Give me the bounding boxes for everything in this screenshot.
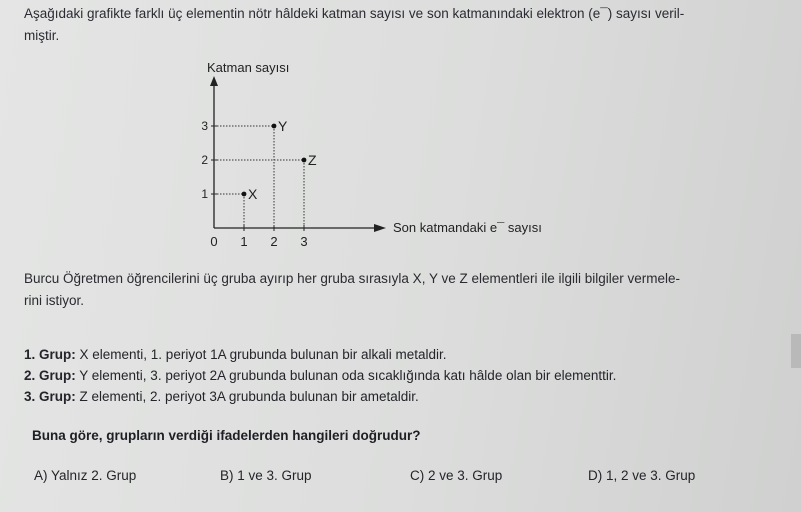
- intro-line-2: miştir.: [24, 28, 60, 43]
- group-statements: [24, 344, 784, 407]
- question-text: Buna göre, grupların verdiği ifadelerden hangileri doğrudur?: [32, 428, 421, 443]
- choice-c[interactable]: C) 2 ve 3. Grup: [410, 468, 503, 483]
- x-tick-label-1: 1: [240, 234, 248, 249]
- x-axis-label: Son katmandaki e¯ sayısı: [393, 220, 542, 235]
- paragraph-line-2: rini istiyor.: [24, 293, 85, 308]
- point-label-Z: Z: [308, 152, 317, 168]
- group-2-statement: [24, 365, 784, 386]
- data-points: [242, 118, 317, 202]
- group-1-statement: [24, 344, 784, 365]
- point-label-Y: Y: [278, 118, 288, 134]
- dotted-guides: [214, 126, 304, 228]
- y-tick-label-2: 2: [201, 153, 208, 167]
- y-tick-label-1: 1: [201, 187, 208, 201]
- point-label-X: X: [248, 186, 258, 202]
- intro-line-1: Aşağıdaki grafikte farklı üç elementin nötr hâldeki katman sayısı ve son katmanındaki elektron (e¯) sayısı veril-: [24, 6, 685, 21]
- x-tick-label-3: 3: [300, 234, 308, 249]
- choice-b[interactable]: B) 1 ve 3. Grup: [220, 468, 312, 483]
- group-1-label: 1. Grup:: [24, 347, 76, 362]
- y-tick-label-3: 3: [201, 119, 208, 133]
- teacher-paragraph: [24, 268, 764, 312]
- x-tick-label-0: 0: [210, 234, 218, 249]
- x-tick-label-2: 2: [270, 234, 278, 249]
- page-edge-shadow: [791, 334, 801, 368]
- group-2-text: Y elementi, 3. periyot 2A grubunda bulunan oda sıcaklığında katı hâlde olan bir elementtir.: [75, 368, 617, 383]
- x-axis-arrow: [374, 224, 386, 232]
- y-axis-label: Katman sayısı: [207, 60, 290, 75]
- choice-d[interactable]: D) 1, 2 ve 3. Grup: [588, 468, 696, 483]
- group-1-text: X elementi, 1. periyot 1A grubunda bulunan bir alkali metaldir.: [75, 347, 447, 362]
- y-axis-arrow: [210, 76, 218, 86]
- point-Z: [302, 158, 307, 163]
- paragraph-line-1: Burcu Öğretmen öğrencilerini üç gruba ayırıp her gruba sırasıyla X, Y ve Z elementleri ile ilgili bilgiler vermele-: [24, 271, 681, 286]
- group-2-label: 2. Grup:: [24, 368, 76, 383]
- group-3-statement: [24, 386, 784, 407]
- point-Y: [272, 124, 277, 129]
- choice-a[interactable]: A) Yalnız 2. Grup: [34, 468, 137, 483]
- group-3-text: Z elementi, 2. periyot 3A grubunda bulunan bir ametaldir.: [75, 389, 419, 404]
- group-3-label: 3. Grup:: [24, 389, 76, 404]
- point-X: [242, 192, 247, 197]
